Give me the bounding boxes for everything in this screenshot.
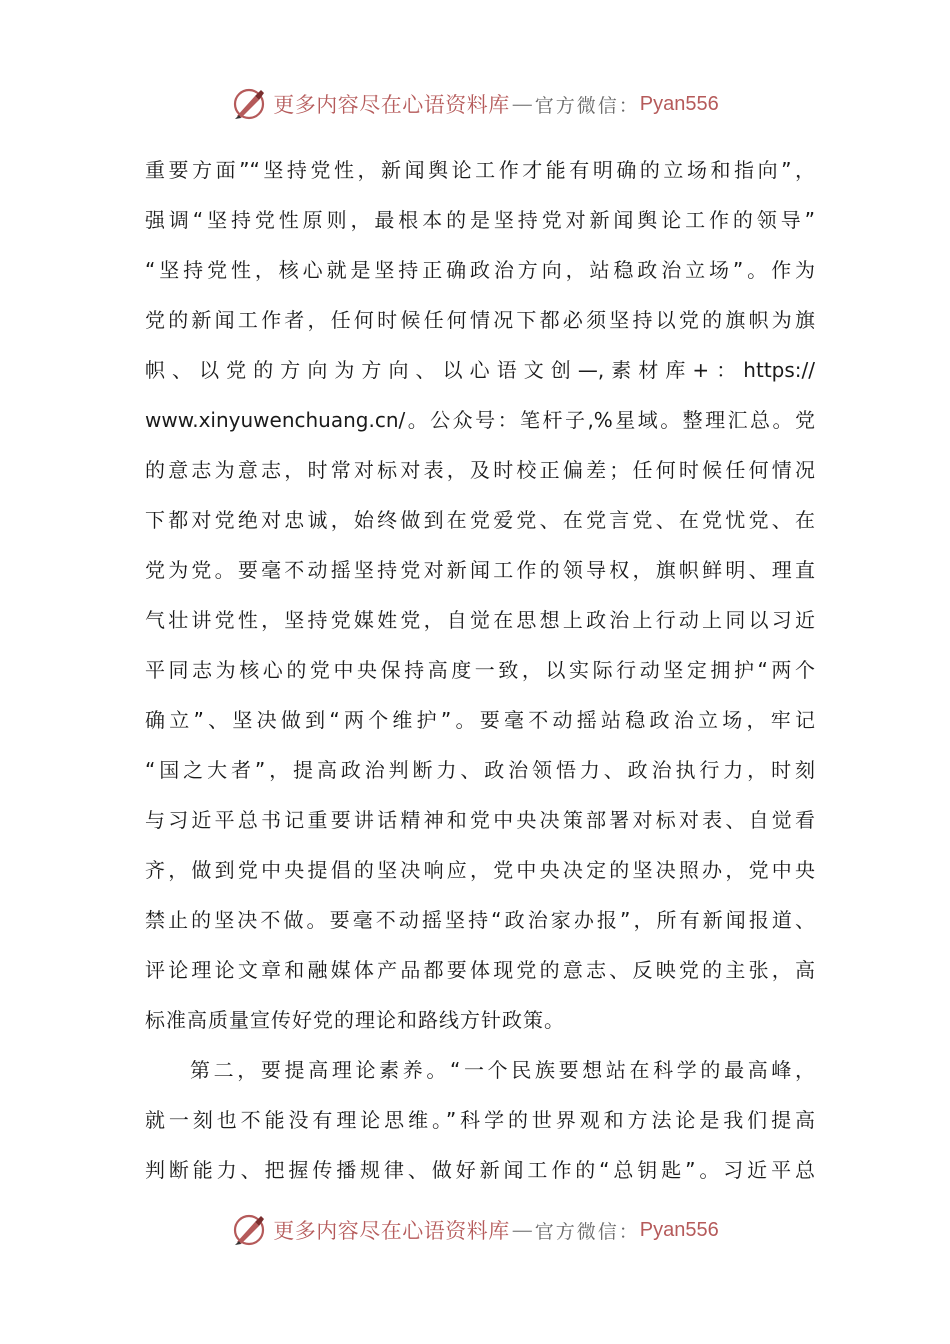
text-line: “国之大者”，提高政治判断力、政治领悟力、政治执行力，时刻 xyxy=(145,758,815,782)
text-line: 与习近平总书记重要讲话精神和党中央决策部署对标对表、自觉看 xyxy=(145,808,815,832)
site-slogan: 更多内容尽在心语资料库 xyxy=(273,1219,510,1243)
site-slogan: 更多内容尽在心语资料库 xyxy=(273,93,510,117)
text-line: “坚持党性，核心就是坚持正确政治方向，站稳政治立场”。作为 xyxy=(145,258,815,282)
footer-banner xyxy=(0,1208,950,1252)
text-line: 禁止的坚决不做。要毫不动摇坚持“政治家办报”，所有新闻报道、 xyxy=(145,908,815,932)
text-line: 重要方面”“坚持党性，新闻舆论工作才能有明确的立场和指向”， xyxy=(145,158,815,182)
text-line: 齐，做到党中央提倡的坚决响应，党中央决定的坚决照办，党中央 xyxy=(145,858,815,882)
wechat-id: Pyan556 xyxy=(639,92,719,115)
pen-logo-icon xyxy=(231,1212,267,1248)
text-line: 气壮讲党性，坚持党媒姓党，自觉在思想上政治上行动上同以习近 xyxy=(145,608,815,632)
text-line: 确立”、坚决做到“两个维护”。要毫不动摇站稳政治立场，牢记 xyxy=(145,708,815,732)
text-line: 强调“坚持党性原则，最根本的是坚持党对新闻舆论工作的领导” xyxy=(145,208,815,232)
text-line: 下都对党绝对忠诚，始终做到在党爱党、在党言党、在党忧党、在 xyxy=(145,508,815,532)
text-line: 评论理论文章和融媒体产品都要体现党的意志、反映党的主张，高 xyxy=(145,958,815,982)
pen-logo-icon xyxy=(231,86,267,122)
document-body xyxy=(145,145,815,1195)
wechat-label: 官方微信： xyxy=(534,94,640,117)
banner-separator: — xyxy=(511,92,533,116)
text-line: 判断能力、把握传播规律、做好新闻工作的“总钥匙”。习近平总 xyxy=(145,1158,815,1182)
text-line: 的意志为意志，时常对标对表，及时校正偏差；任何时候任何情况 xyxy=(145,458,815,482)
paragraph-last-line: 标准高质量宣传好党的理论和路线方针政策。 xyxy=(145,1008,565,1032)
banner-separator: — xyxy=(511,1218,533,1242)
wechat-label: 官方微信： xyxy=(534,1220,640,1243)
text-line: www.xinyuwenchuang.cn/。公众号：笔杆子,%星域。整理汇总。党 xyxy=(145,408,815,432)
text-line: 党的新闻工作者，任何时候任何情况下都必须坚持以党的旗帜为旗 xyxy=(145,308,815,332)
text-line: 平同志为核心的党中央保持高度一致，以实际行动坚定拥护“两个 xyxy=(145,658,815,682)
text-line: 帜、以党的方向为方向、以心语文创—,素材库+：https:// xyxy=(145,358,815,382)
paragraph-first-line: 第二，要提高理论素养。“一个民族要想站在科学的最高峰， xyxy=(190,1058,815,1082)
wechat-id: Pyan556 xyxy=(639,1218,719,1241)
text-line: 就一刻也不能没有理论思维。”科学的世界观和方法论是我们提高 xyxy=(145,1108,815,1132)
text-line: 党为党。要毫不动摇坚持党对新闻工作的领导权，旗帜鲜明、理直 xyxy=(145,558,815,582)
header-banner xyxy=(0,82,950,126)
